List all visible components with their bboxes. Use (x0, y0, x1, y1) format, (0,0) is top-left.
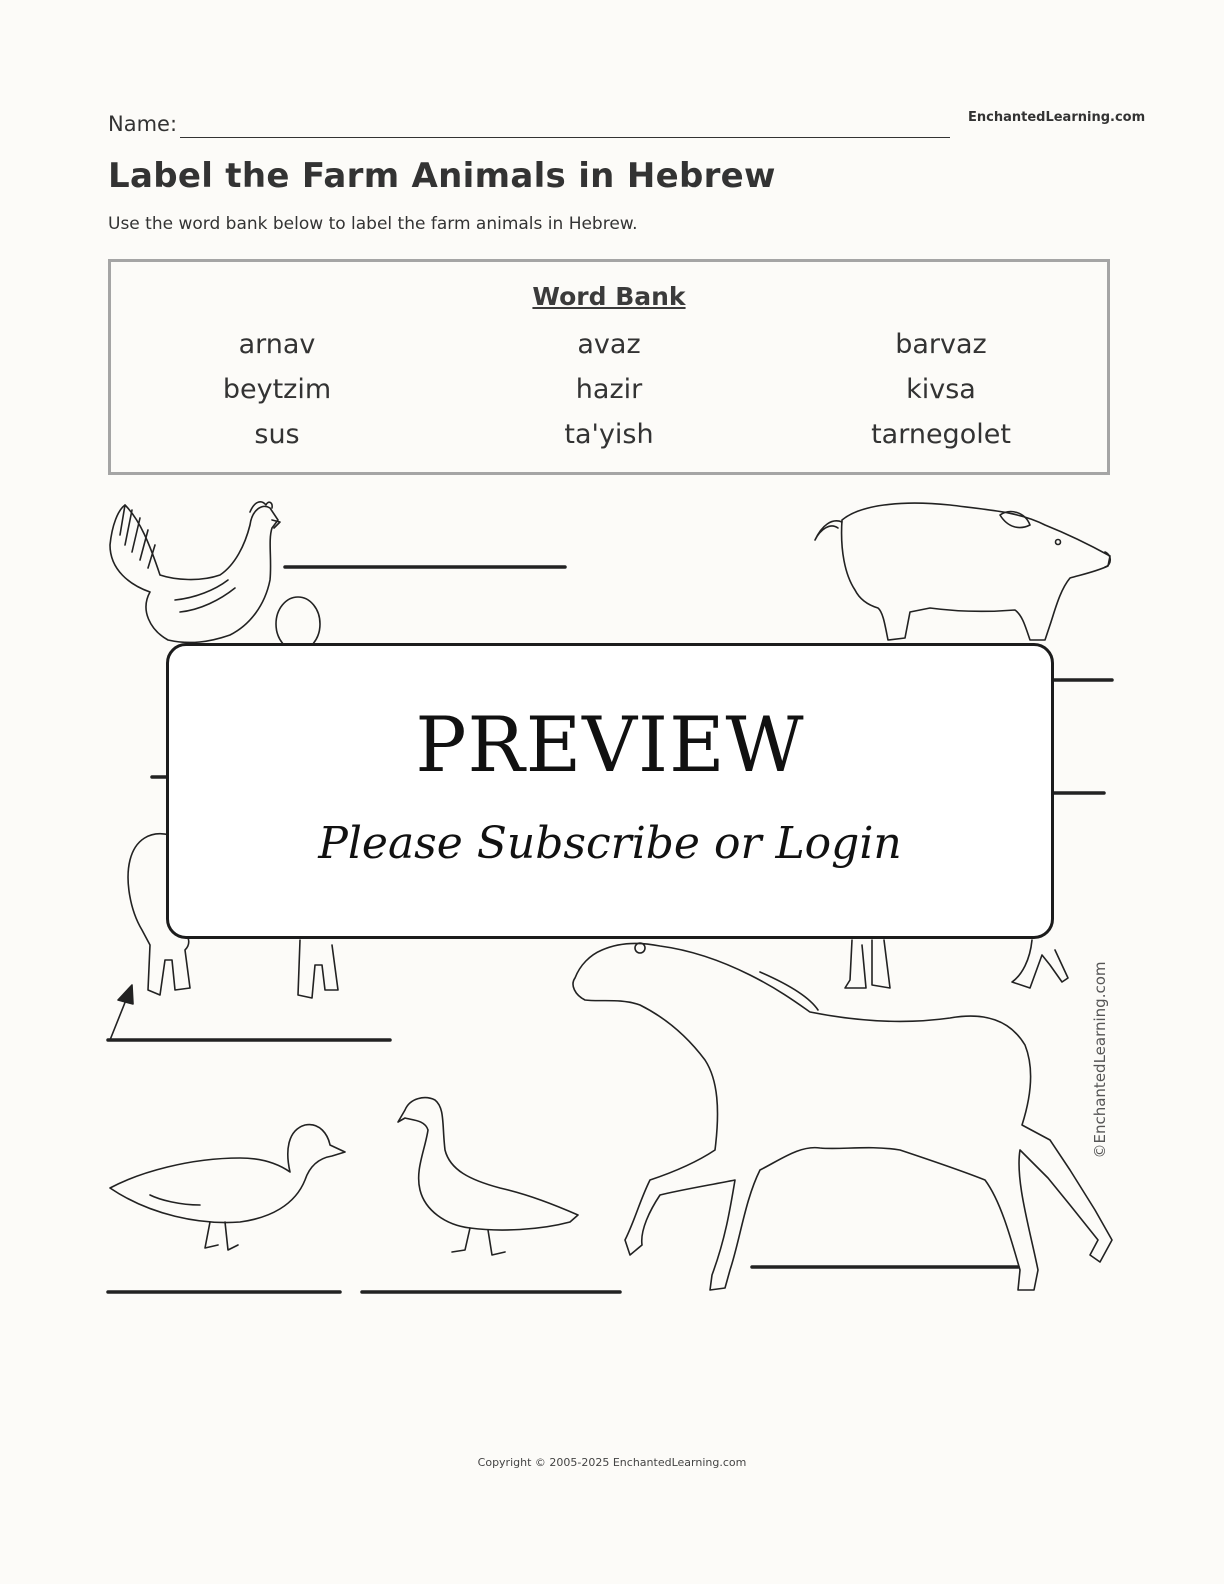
word-bank-word: avaz (577, 329, 641, 360)
word-bank-title: Word Bank (532, 282, 686, 311)
word-bank-word: beytzim (222, 374, 332, 405)
preview-title: PREVIEW (415, 700, 805, 789)
pig-icon (815, 503, 1110, 640)
word-bank-word: kivsa (906, 374, 976, 405)
word-bank-word: barvaz (895, 329, 987, 360)
word-bank-word: hazir (575, 374, 643, 405)
duck-icon (110, 1125, 345, 1250)
site-name: EnchantedLearning.com (968, 110, 1146, 125)
subscribe-login-prompt[interactable]: Please Subscribe or Login (318, 818, 902, 869)
side-copyright: ©EnchantedLearning.com (1091, 961, 1109, 1159)
word-bank-word: ta'yish (564, 419, 654, 450)
page-title: Label the Farm Animals in Hebrew (108, 156, 776, 196)
word-bank-word: sus (254, 419, 300, 450)
word-bank-word: tarnegolet (871, 419, 1011, 450)
name-label: Name: (108, 112, 178, 136)
instructions: Use the word bank below to label the farm animals in Hebrew. (108, 214, 638, 234)
word-bank-word: arnav (238, 329, 316, 360)
footer-copyright: Copyright © 2005-2025 EnchantedLearning.com (477, 1456, 747, 1469)
goat-icon (845, 940, 1068, 988)
hen-icon (110, 502, 280, 643)
goose-icon (398, 1098, 578, 1255)
preview-overlay[interactable] (166, 643, 1054, 939)
horse-icon (573, 943, 1112, 1290)
